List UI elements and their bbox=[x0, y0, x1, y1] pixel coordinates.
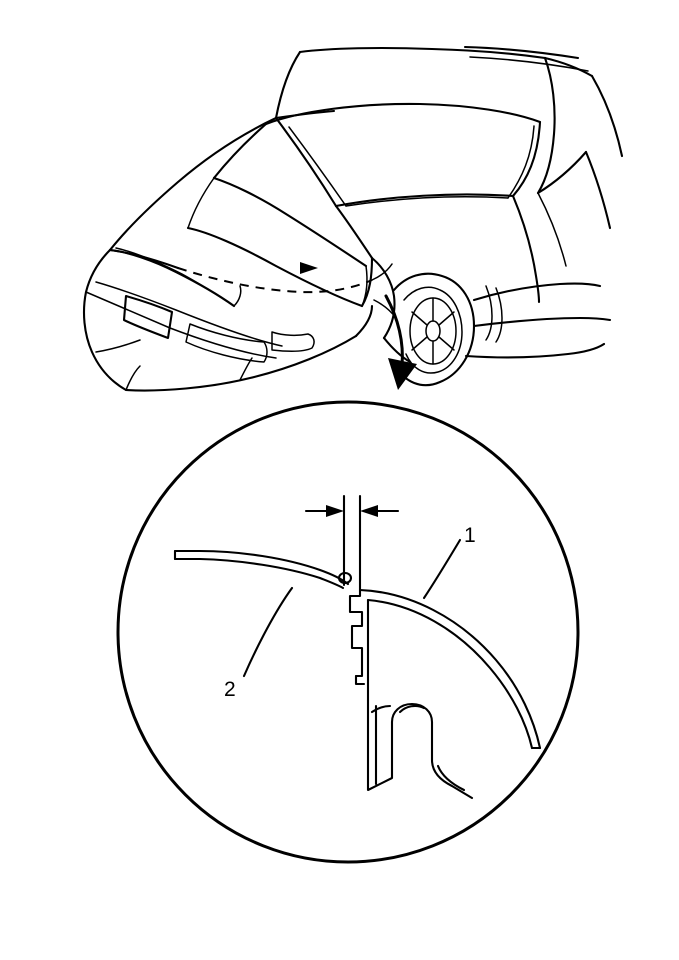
body-side bbox=[466, 76, 622, 357]
callout-2 bbox=[224, 588, 292, 701]
detail-circle-outline bbox=[118, 402, 578, 862]
fender-edge bbox=[360, 590, 540, 748]
hood-edge bbox=[175, 551, 351, 588]
windshield bbox=[266, 48, 555, 206]
front-fender bbox=[372, 258, 410, 362]
detail-circle bbox=[118, 402, 578, 862]
detail-view-leader bbox=[386, 296, 417, 390]
vehicle-overview bbox=[84, 47, 622, 391]
front-bumper bbox=[84, 250, 372, 391]
callout-1 bbox=[424, 524, 476, 598]
gap-dimension bbox=[306, 496, 398, 590]
inner-panel-section bbox=[368, 700, 472, 798]
callout-2-label: 2 bbox=[224, 678, 236, 701]
fender-flange bbox=[350, 590, 368, 700]
hood-edge-arrow bbox=[300, 262, 318, 274]
callout-1-label: 1 bbox=[464, 524, 476, 547]
hood bbox=[110, 118, 372, 306]
